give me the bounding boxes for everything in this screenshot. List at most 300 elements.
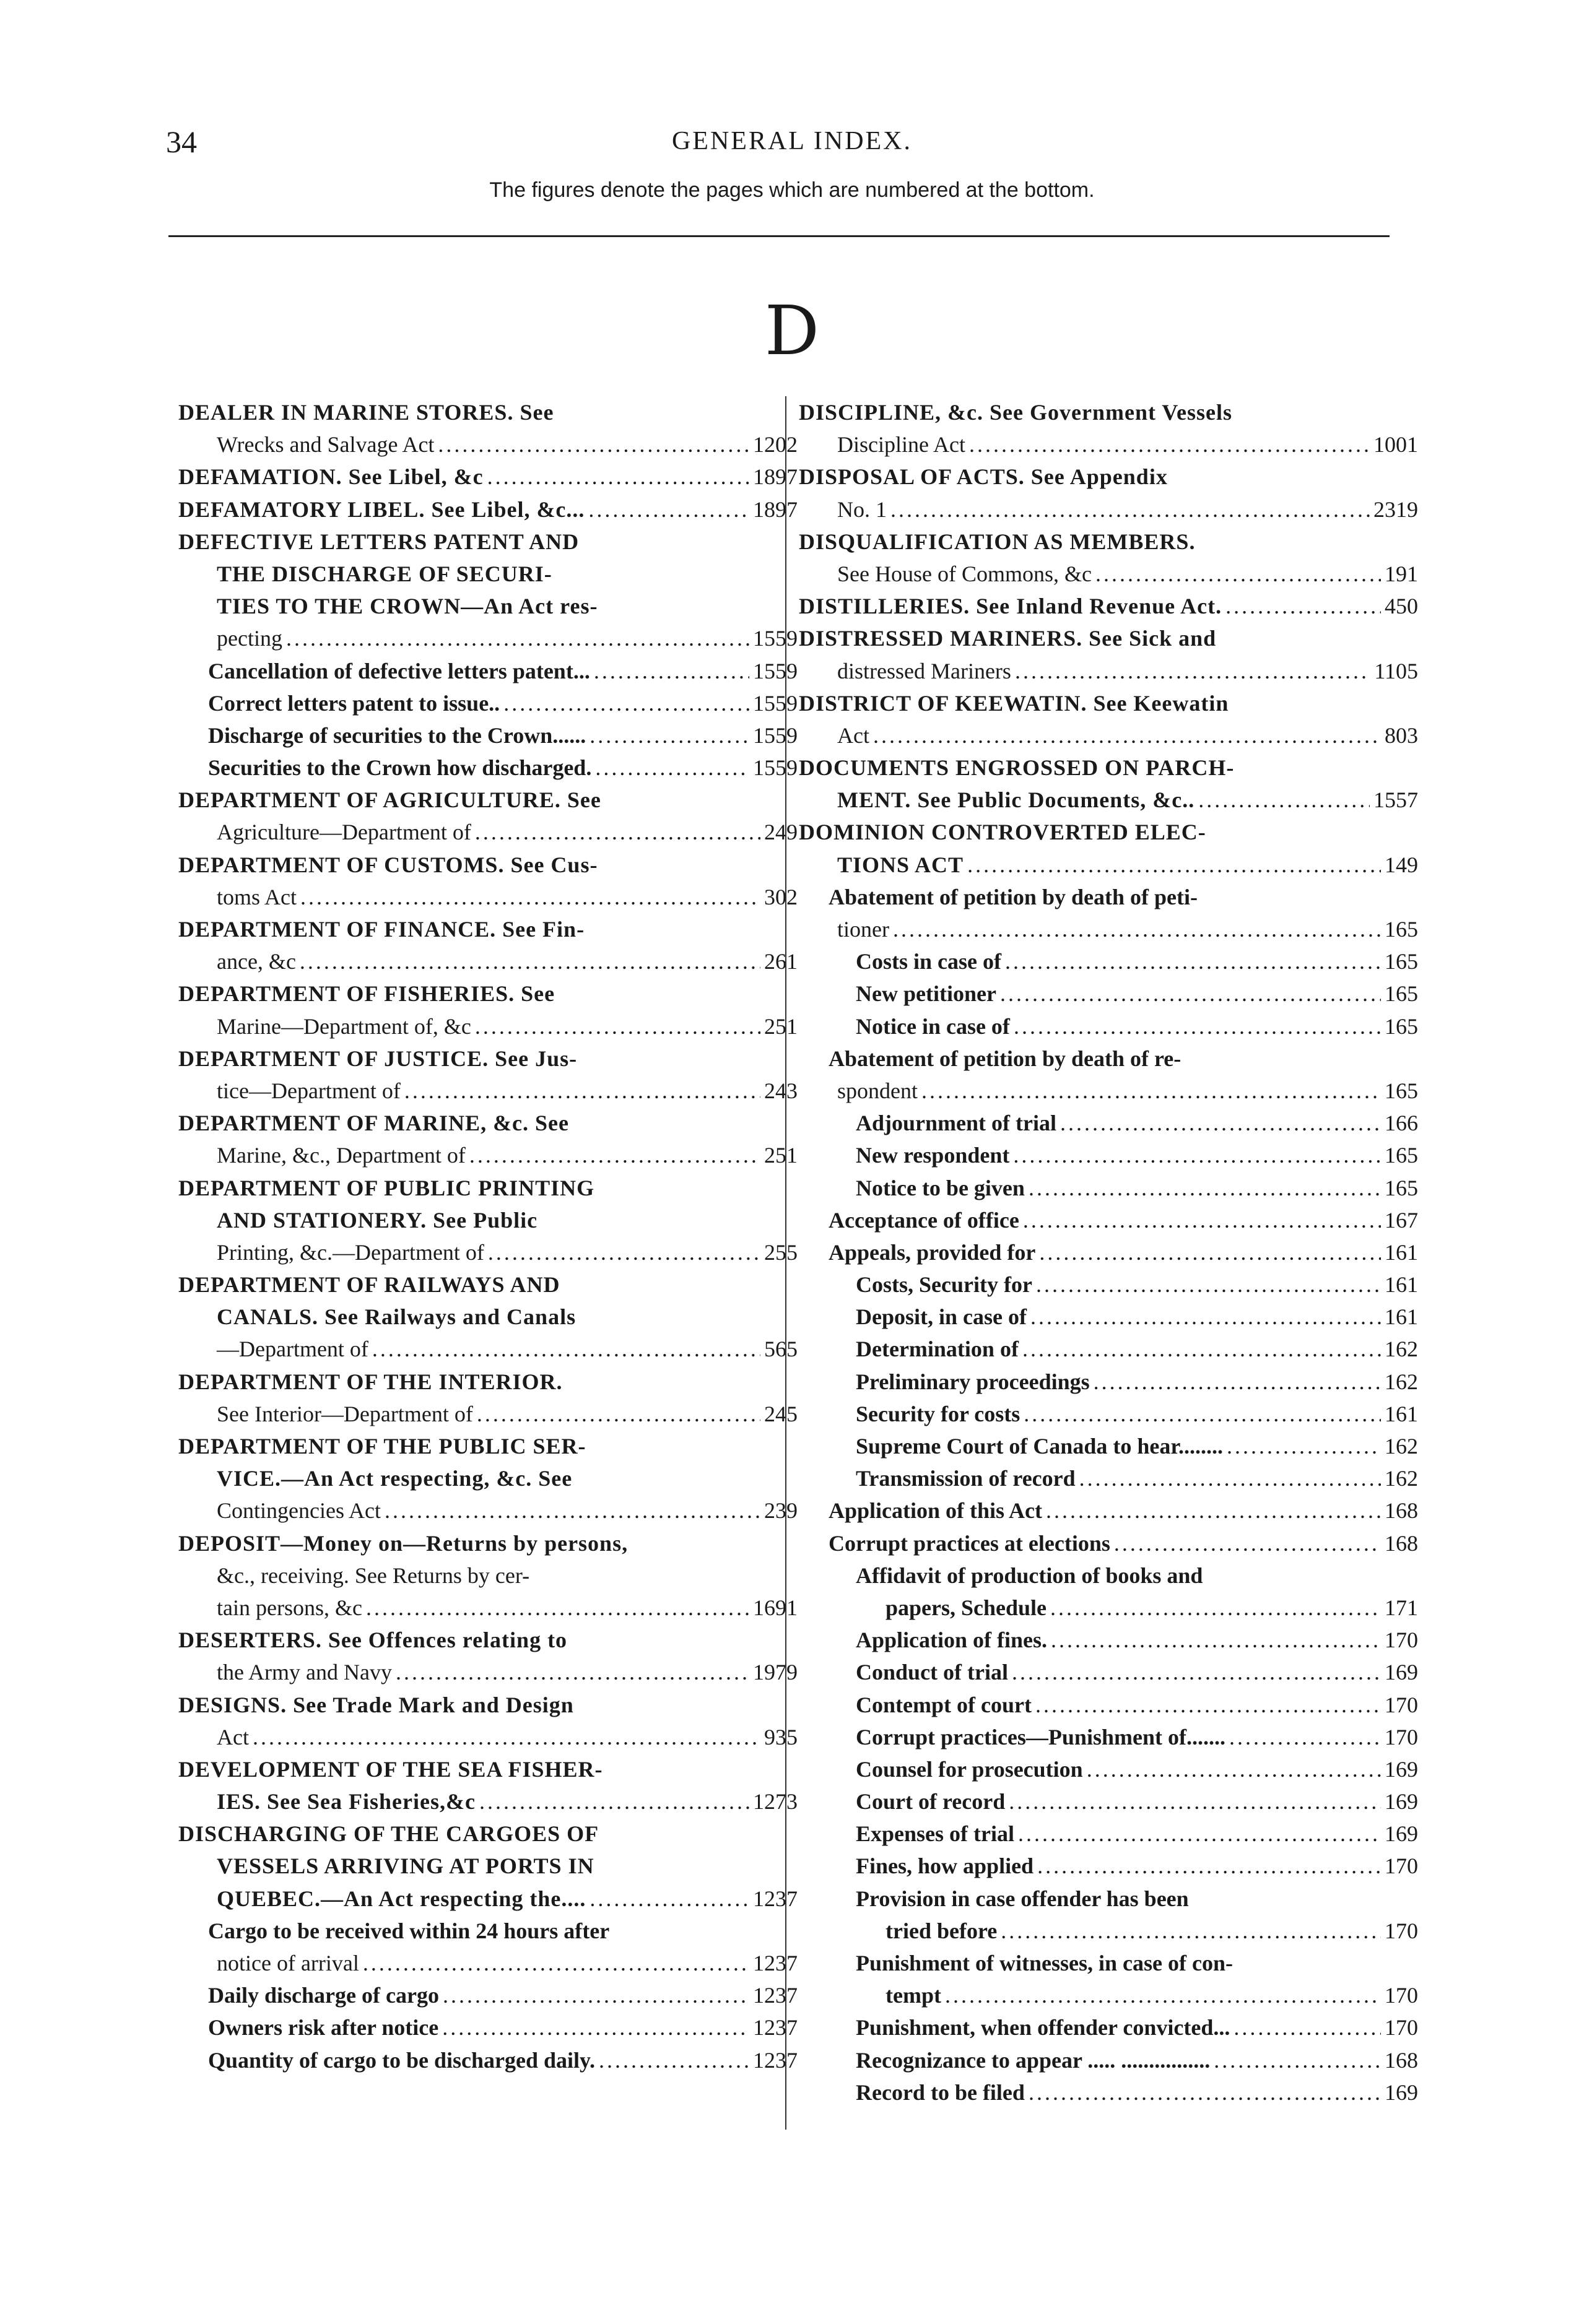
index-entry-text: Recognizance to appear ..... ................ [856, 2047, 1211, 2073]
index-entry-page: 162 [1385, 1466, 1418, 1491]
index-entry-text: QUEBEC.—An Act respecting the.... [217, 1886, 586, 1911]
index-entry [178, 655, 798, 687]
index-entry [178, 526, 798, 558]
index-entry-page: 168 [1385, 2047, 1418, 2073]
leader-dots [1001, 1915, 1381, 1947]
index-entry-text: DESIGNS. See Trade Mark and Design [178, 1692, 574, 1717]
index-entry-page: 168 [1385, 1530, 1418, 1556]
index-entry-text: Contempt of court [856, 1692, 1032, 1717]
leader-dots [1094, 1366, 1381, 1398]
index-entry [799, 2076, 1418, 2109]
index-entry-page: 165 [1385, 1078, 1418, 1103]
index-entry [178, 2044, 798, 2076]
index-entry-page: 191 [1385, 561, 1418, 586]
leader-dots [1009, 1785, 1381, 1818]
index-entry [799, 687, 1418, 719]
index-entry-text: Daily discharge of cargo [208, 1983, 439, 2008]
index-entry-text: Discharge of securities to the Crown...... [208, 722, 586, 748]
index-entry-text: THE DISCHARGE OF SECURI- [217, 561, 552, 586]
index-entry-text: Wrecks and Salvage Act [217, 432, 435, 457]
index-entry-text: DISPOSAL OF ACTS. See Appendix [799, 464, 1168, 490]
leader-dots [1079, 1462, 1381, 1494]
index-entry [178, 1494, 798, 1527]
index-entry [178, 1107, 798, 1139]
index-entry-text: tioner [837, 917, 889, 942]
index-entry [178, 752, 798, 784]
index-entry [178, 978, 798, 1010]
page-header [0, 0, 1584, 370]
index-entry-text: DOMINION CONTROVERTED ELEC- [799, 820, 1206, 845]
index-entry [799, 1559, 1418, 1592]
index-entry-text: See Interior—Department of [217, 1401, 473, 1426]
leader-dots [1051, 1624, 1381, 1656]
index-entry-text: Affidavit of production of books and [856, 1563, 1203, 1588]
index-entry-text: DEFAMATION. See Libel, &c [178, 464, 484, 490]
index-entry [799, 1366, 1418, 1398]
index-entry-page: 165 [1385, 1143, 1418, 1168]
index-entry-page: 255 [764, 1239, 798, 1265]
index-entry [178, 1785, 798, 1818]
leader-dots [945, 1979, 1381, 2011]
index-entry [799, 978, 1418, 1010]
index-entry-page: 162 [1385, 1337, 1418, 1362]
index-entry [799, 1624, 1418, 1656]
index-entry-text: —Department of [217, 1337, 368, 1362]
index-entry [178, 1818, 798, 1850]
index-entry-text: See House of Commons, &c [837, 561, 1092, 586]
leader-dots [1039, 1236, 1381, 1268]
index-entry-page: 170 [1385, 1692, 1418, 1717]
index-entry [799, 1043, 1418, 1075]
index-entry [799, 1721, 1418, 1753]
index-entry-text: VESSELS ARRIVING AT PORTS IN [217, 1854, 594, 1879]
index-entry [178, 1979, 798, 2011]
index-entry [178, 1430, 798, 1462]
leader-dots [286, 622, 749, 654]
index-entry-page: 1557 [1373, 787, 1418, 813]
leader-dots [1046, 1494, 1381, 1527]
index-entry-page: 166 [1385, 1111, 1418, 1136]
leader-dots [503, 687, 749, 719]
index-entry-text: Preliminary proceedings [856, 1369, 1090, 1394]
index-entry-text: DEPARTMENT OF MARINE, &c. See [178, 1111, 570, 1136]
page-subtitle: The figures denote the pages which are numbered at the bottom. [489, 178, 1095, 202]
index-entry-text: Printing, &c.—Department of [217, 1239, 484, 1265]
index-entry-text: Application of fines. [856, 1628, 1048, 1653]
index-entry [178, 1366, 798, 1398]
index-entry [799, 1075, 1418, 1107]
index-entry-text: DEPARTMENT OF FISHERIES. See [178, 981, 555, 1007]
index-entry-text: notice of arrival [217, 1951, 359, 1975]
leader-dots [1234, 2011, 1381, 2044]
index-entry-text: DEPARTMENT OF FINANCE. See Fin- [178, 917, 585, 942]
index-entry-page: 168 [1385, 1498, 1418, 1524]
index-entry-page: 162 [1385, 1434, 1418, 1459]
index-entry [799, 752, 1418, 784]
index-entry-text: Expenses of trial [856, 1821, 1014, 1847]
index-entry-text: DEPARTMENT OF CUSTOMS. See Cus- [178, 852, 598, 877]
leader-dots [475, 1010, 760, 1043]
leader-dots [599, 2044, 749, 2076]
index-entry-text: Application of this Act [829, 1498, 1043, 1524]
index-entry-text: Notice to be given [856, 1175, 1025, 1200]
index-entry-page: 450 [1385, 594, 1418, 619]
index-entry-text: DEPARTMENT OF THE INTERIOR. [178, 1369, 563, 1394]
index-entry [799, 913, 1418, 945]
index-entry-page: 1559 [753, 755, 798, 781]
index-entry [178, 1204, 798, 1236]
index-entry [799, 1301, 1418, 1333]
index-entry-page: 1202 [753, 432, 798, 457]
index-entry-page: 170 [1385, 1983, 1418, 2008]
index-entry-text: Acceptance of office [829, 1207, 1019, 1233]
leader-dots [893, 913, 1381, 945]
leader-dots [588, 493, 749, 526]
index-entry-page: 170 [1385, 1628, 1418, 1653]
index-entry [178, 1075, 798, 1107]
index-entry-text: Security for costs [856, 1401, 1020, 1426]
index-entry-page: 245 [764, 1401, 798, 1426]
index-entry [178, 687, 798, 719]
index-entry-text: DISQUALIFICATION AS MEMBERS. [799, 529, 1196, 554]
index-entry-page: 169 [1385, 1821, 1418, 1847]
index-entry-text: Abatement of petition by death of peti- [829, 884, 1198, 909]
leader-dots [921, 1075, 1381, 1107]
index-entry-page: 165 [1385, 1175, 1418, 1200]
index-entry-text: Corrupt practices at elections [829, 1530, 1110, 1556]
index-entry-text: ance, &c [217, 949, 296, 974]
index-entry [178, 1462, 798, 1494]
index-entry [799, 1398, 1418, 1430]
index-entry [178, 396, 798, 428]
leader-dots [479, 1785, 749, 1818]
index-entry-text: Correct letters patent to issue.. [208, 690, 500, 716]
index-entry-page: 165 [1385, 917, 1418, 942]
index-entry-page: 249 [764, 820, 798, 845]
leader-dots [1037, 1850, 1381, 1882]
index-entry-page: 1237 [753, 2047, 798, 2073]
running-title: GENERAL INDEX. [671, 127, 913, 155]
index-entry-text: DEPARTMENT OF AGRICULTURE. See [178, 787, 601, 813]
index-entry-page: 161 [1385, 1239, 1418, 1265]
leader-dots [1029, 2076, 1381, 2109]
index-entry-page: 1897 [753, 464, 798, 490]
index-entry-text: DEPARTMENT OF JUSTICE. See Jus- [178, 1046, 578, 1071]
leader-dots [1095, 558, 1381, 590]
leader-dots [590, 1883, 749, 1915]
index-entry-text: VICE.—An Act respecting, &c. See [217, 1466, 573, 1491]
index-entry [799, 1689, 1418, 1721]
index-entry [178, 1139, 798, 1171]
index-entry [799, 1592, 1418, 1624]
index-entry-page: 169 [1385, 1756, 1418, 1782]
index-entry-text: Agriculture—Department of [217, 820, 471, 845]
index-entry-text: Cancellation of defective letters patent... [208, 658, 590, 683]
index-entry [799, 945, 1418, 978]
index-entry [178, 1236, 798, 1268]
index-entry [799, 1947, 1418, 1979]
index-entry-text: Record to be filed [856, 2079, 1025, 2105]
index-entry [799, 2011, 1418, 2044]
leader-dots [969, 428, 1370, 461]
index-entry-page: 1979 [753, 1660, 798, 1685]
leader-dots [873, 719, 1381, 752]
leader-dots [363, 1947, 749, 1979]
index-entry-text: &c., receiving. See Returns by cer- [217, 1563, 530, 1588]
index-entry [178, 1268, 798, 1301]
index-entry-page: 165 [1385, 981, 1418, 1007]
index-entry-text: DISCIPLINE, &c. See Government Vessels [799, 400, 1232, 425]
leader-dots [1012, 1656, 1381, 1688]
leader-dots [488, 1236, 760, 1268]
index-entry-text: Quantity of cargo to be discharged daily. [208, 2047, 596, 2073]
leader-dots [595, 752, 749, 784]
leader-dots [438, 428, 749, 461]
index-entry [178, 590, 798, 622]
leader-dots [487, 461, 749, 493]
index-entry-page: 1559 [753, 626, 798, 651]
index-entry-page: 302 [764, 884, 798, 909]
index-entry [799, 1785, 1418, 1818]
index-entry-page: 170 [1385, 2015, 1418, 2040]
index-entry-page: 165 [1385, 949, 1418, 974]
leader-dots [1014, 1010, 1381, 1043]
index-entry-text: tain persons, &c [217, 1595, 362, 1620]
index-entry-text: Act [837, 722, 869, 748]
index-entry-text: Appeals, provided for [829, 1239, 1036, 1265]
index-entry [178, 1398, 798, 1430]
leader-dots [1060, 1107, 1381, 1139]
page-number: 34 [166, 124, 197, 159]
index-column-right [799, 396, 1418, 2109]
index-entry [799, 881, 1418, 913]
index-entry-page: 1691 [753, 1595, 798, 1620]
index-entry [799, 1236, 1418, 1268]
leader-dots [477, 1398, 760, 1430]
index-entry [799, 1139, 1418, 1171]
index-entry-text: Costs in case of [856, 949, 1001, 974]
index-entry [799, 1883, 1418, 1915]
index-entry [178, 913, 798, 945]
index-entry-page: 170 [1385, 1724, 1418, 1750]
index-entry-text: TIES TO THE CROWN—An Act res- [217, 594, 598, 619]
index-entry-text: DEPARTMENT OF THE PUBLIC SER- [178, 1434, 586, 1459]
index-entry [799, 1204, 1418, 1236]
index-entry-page: 161 [1385, 1401, 1418, 1426]
index-entry-page: 251 [764, 1013, 798, 1039]
leader-dots [1087, 1753, 1381, 1785]
leader-dots [967, 849, 1381, 881]
index-entry-page: 170 [1385, 1854, 1418, 1879]
leader-dots [1114, 1527, 1381, 1559]
index-entry [178, 1947, 798, 1979]
index-entry-page: 1559 [753, 722, 798, 748]
index-entry [799, 1462, 1418, 1494]
index-entry-text: Provision in case offender has been [856, 1886, 1189, 1911]
index-entry-text: Determination of [856, 1337, 1019, 1362]
index-entry-text: Punishment of witnesses, in case of con- [856, 1951, 1233, 1975]
index-entry-text: DEPARTMENT OF PUBLIC PRINTING [178, 1175, 595, 1200]
index-entry [178, 622, 798, 654]
index-entry [178, 816, 798, 848]
index-entry [799, 1850, 1418, 1882]
index-entry [178, 1333, 798, 1365]
index-entry-text: MENT. See Public Documents, &c.. [837, 787, 1195, 813]
leader-dots [442, 2011, 749, 2044]
leader-dots [1214, 2044, 1381, 2076]
index-entry-text: pecting [217, 626, 282, 651]
leader-dots [469, 1139, 760, 1171]
index-entry [799, 816, 1418, 848]
index-entry-page: 935 [764, 1724, 798, 1750]
leader-dots [300, 945, 760, 978]
index-entry [178, 1301, 798, 1333]
index-entry-text: DISTRICT OF KEEWATIN. See Keewatin [799, 690, 1229, 716]
leader-dots [1229, 1721, 1381, 1753]
index-entry-text: DEPARTMENT OF RAILWAYS AND [178, 1272, 560, 1298]
column-divider [785, 396, 786, 2130]
leader-dots [385, 1494, 760, 1527]
index-entry-page: 1237 [753, 1951, 798, 1975]
index-entry-text: New respondent [856, 1143, 1010, 1168]
index-entry-text: DESERTERS. See Offences relating to [178, 1628, 568, 1653]
leader-dots [1000, 978, 1381, 1010]
leader-dots [404, 1075, 760, 1107]
leader-dots [1005, 945, 1381, 978]
index-entry [178, 1915, 798, 1947]
index-entry [799, 784, 1418, 816]
index-entry [178, 1043, 798, 1075]
leader-dots [1015, 655, 1370, 687]
index-entry-text: DEALER IN MARINE STORES. See [178, 400, 554, 425]
leader-dots [1036, 1268, 1381, 1301]
index-entry [178, 428, 798, 461]
index-entry [799, 396, 1418, 428]
index-entry-page: 169 [1385, 1660, 1418, 1685]
leader-dots [1050, 1592, 1381, 1624]
leader-dots [1198, 784, 1370, 816]
index-entry-page: 1559 [753, 658, 798, 683]
index-entry-text: distressed Mariners [837, 658, 1011, 683]
index-entry [178, 1172, 798, 1204]
index-entry [799, 622, 1418, 654]
index-entry [799, 1268, 1418, 1301]
leader-dots [1225, 590, 1381, 622]
index-entry-text: spondent [837, 1078, 918, 1103]
index-entry-page: 251 [764, 1143, 798, 1168]
index-entry-text: DEVELOPMENT OF THE SEA FISHER- [178, 1756, 603, 1782]
index-entry [799, 461, 1418, 493]
index-entry-text: Marine—Department of, &c [217, 1013, 471, 1039]
index-entry [178, 1656, 798, 1688]
index-entry [799, 1979, 1418, 2011]
index-entry [799, 1656, 1418, 1688]
index-entry [178, 1624, 798, 1656]
index-entry [799, 526, 1418, 558]
index-entry-text: tempt [886, 1983, 941, 2008]
index-entry-page: 243 [764, 1078, 798, 1103]
index-entry [178, 1721, 798, 1753]
index-entry-page: 261 [764, 949, 798, 974]
index-entry-page: 170 [1385, 1918, 1418, 1943]
index-entry [178, 945, 798, 978]
leader-dots [253, 1721, 760, 1753]
index-entry-text: Abatement of petition by death of re- [829, 1046, 1181, 1071]
index-entry [799, 1818, 1418, 1850]
index-entry-page: 1273 [753, 1789, 798, 1815]
index-entry [799, 1010, 1418, 1043]
index-entry-text: Contingencies Act [217, 1498, 381, 1524]
index-entry-text: IES. See Sea Fisheries,&c [217, 1789, 476, 1815]
index-entry-text: DEFECTIVE LETTERS PATENT AND [178, 529, 580, 554]
index-entry-page: 161 [1385, 1304, 1418, 1330]
index-entry-text: Discipline Act [837, 432, 965, 457]
index-entry-text: tice—Department of [217, 1078, 401, 1103]
index-entry-text: Owners risk after notice [208, 2015, 439, 2040]
index-entry-text: AND STATIONERY. See Public [217, 1207, 538, 1233]
index-entry [799, 1107, 1418, 1139]
index-entry [799, 1527, 1418, 1559]
index-entry-page: 565 [764, 1337, 798, 1362]
index-entry [799, 1430, 1418, 1462]
index-entry-page: 1559 [753, 690, 798, 716]
index-entry-text: toms Act [217, 884, 297, 909]
index-entry [799, 1915, 1418, 1947]
leader-dots [1022, 1333, 1381, 1365]
index-entry-text: Transmission of record [856, 1466, 1076, 1491]
index-entry-page: 165 [1385, 1013, 1418, 1039]
index-entry-page: 171 [1385, 1595, 1418, 1620]
index-entry-page: 162 [1385, 1369, 1418, 1394]
index-entry-text: Adjournment of trial [856, 1111, 1056, 1136]
index-column-left [178, 396, 798, 2076]
leader-dots [372, 1333, 760, 1365]
index-entry-text: Marine, &c., Department of [217, 1143, 466, 1168]
index-entry-page: 169 [1385, 2079, 1418, 2105]
index-entry-page: 1897 [753, 496, 798, 522]
index-entry-text: Deposit, in case of [856, 1304, 1027, 1330]
index-entry [178, 1527, 798, 1559]
index-entry [178, 558, 798, 590]
index-entry-text: No. 1 [837, 496, 887, 522]
index-entry [178, 2011, 798, 2044]
index-entry-text: TIONS ACT [837, 852, 964, 877]
leader-dots [1029, 1172, 1381, 1204]
index-entry [178, 1883, 798, 1915]
index-entry-text: the Army and Navy [217, 1660, 392, 1685]
index-entry [799, 719, 1418, 752]
index-entry-page: 149 [1385, 852, 1418, 877]
leader-dots [590, 719, 749, 752]
section-letter: D [764, 291, 820, 370]
index-entry [178, 719, 798, 752]
leader-dots [396, 1656, 749, 1688]
index-entry [799, 1172, 1418, 1204]
index-entry [178, 1689, 798, 1721]
index-entry [178, 493, 798, 526]
index-entry-text: Cargo to be received within 24 hours after [208, 1918, 610, 1943]
index-entry-page: 2319 [1373, 496, 1418, 522]
index-entry [178, 1559, 798, 1592]
index-entry [799, 590, 1418, 622]
index-entry [178, 881, 798, 913]
index-entry-text: papers, Schedule [886, 1595, 1047, 1620]
index-entry-text: Securities to the Crown how discharged. [208, 755, 592, 781]
index-entry-page: 1237 [753, 1886, 798, 1911]
index-entry-page: 1237 [753, 2015, 798, 2040]
index-entry [799, 849, 1418, 881]
leader-dots [475, 816, 760, 848]
